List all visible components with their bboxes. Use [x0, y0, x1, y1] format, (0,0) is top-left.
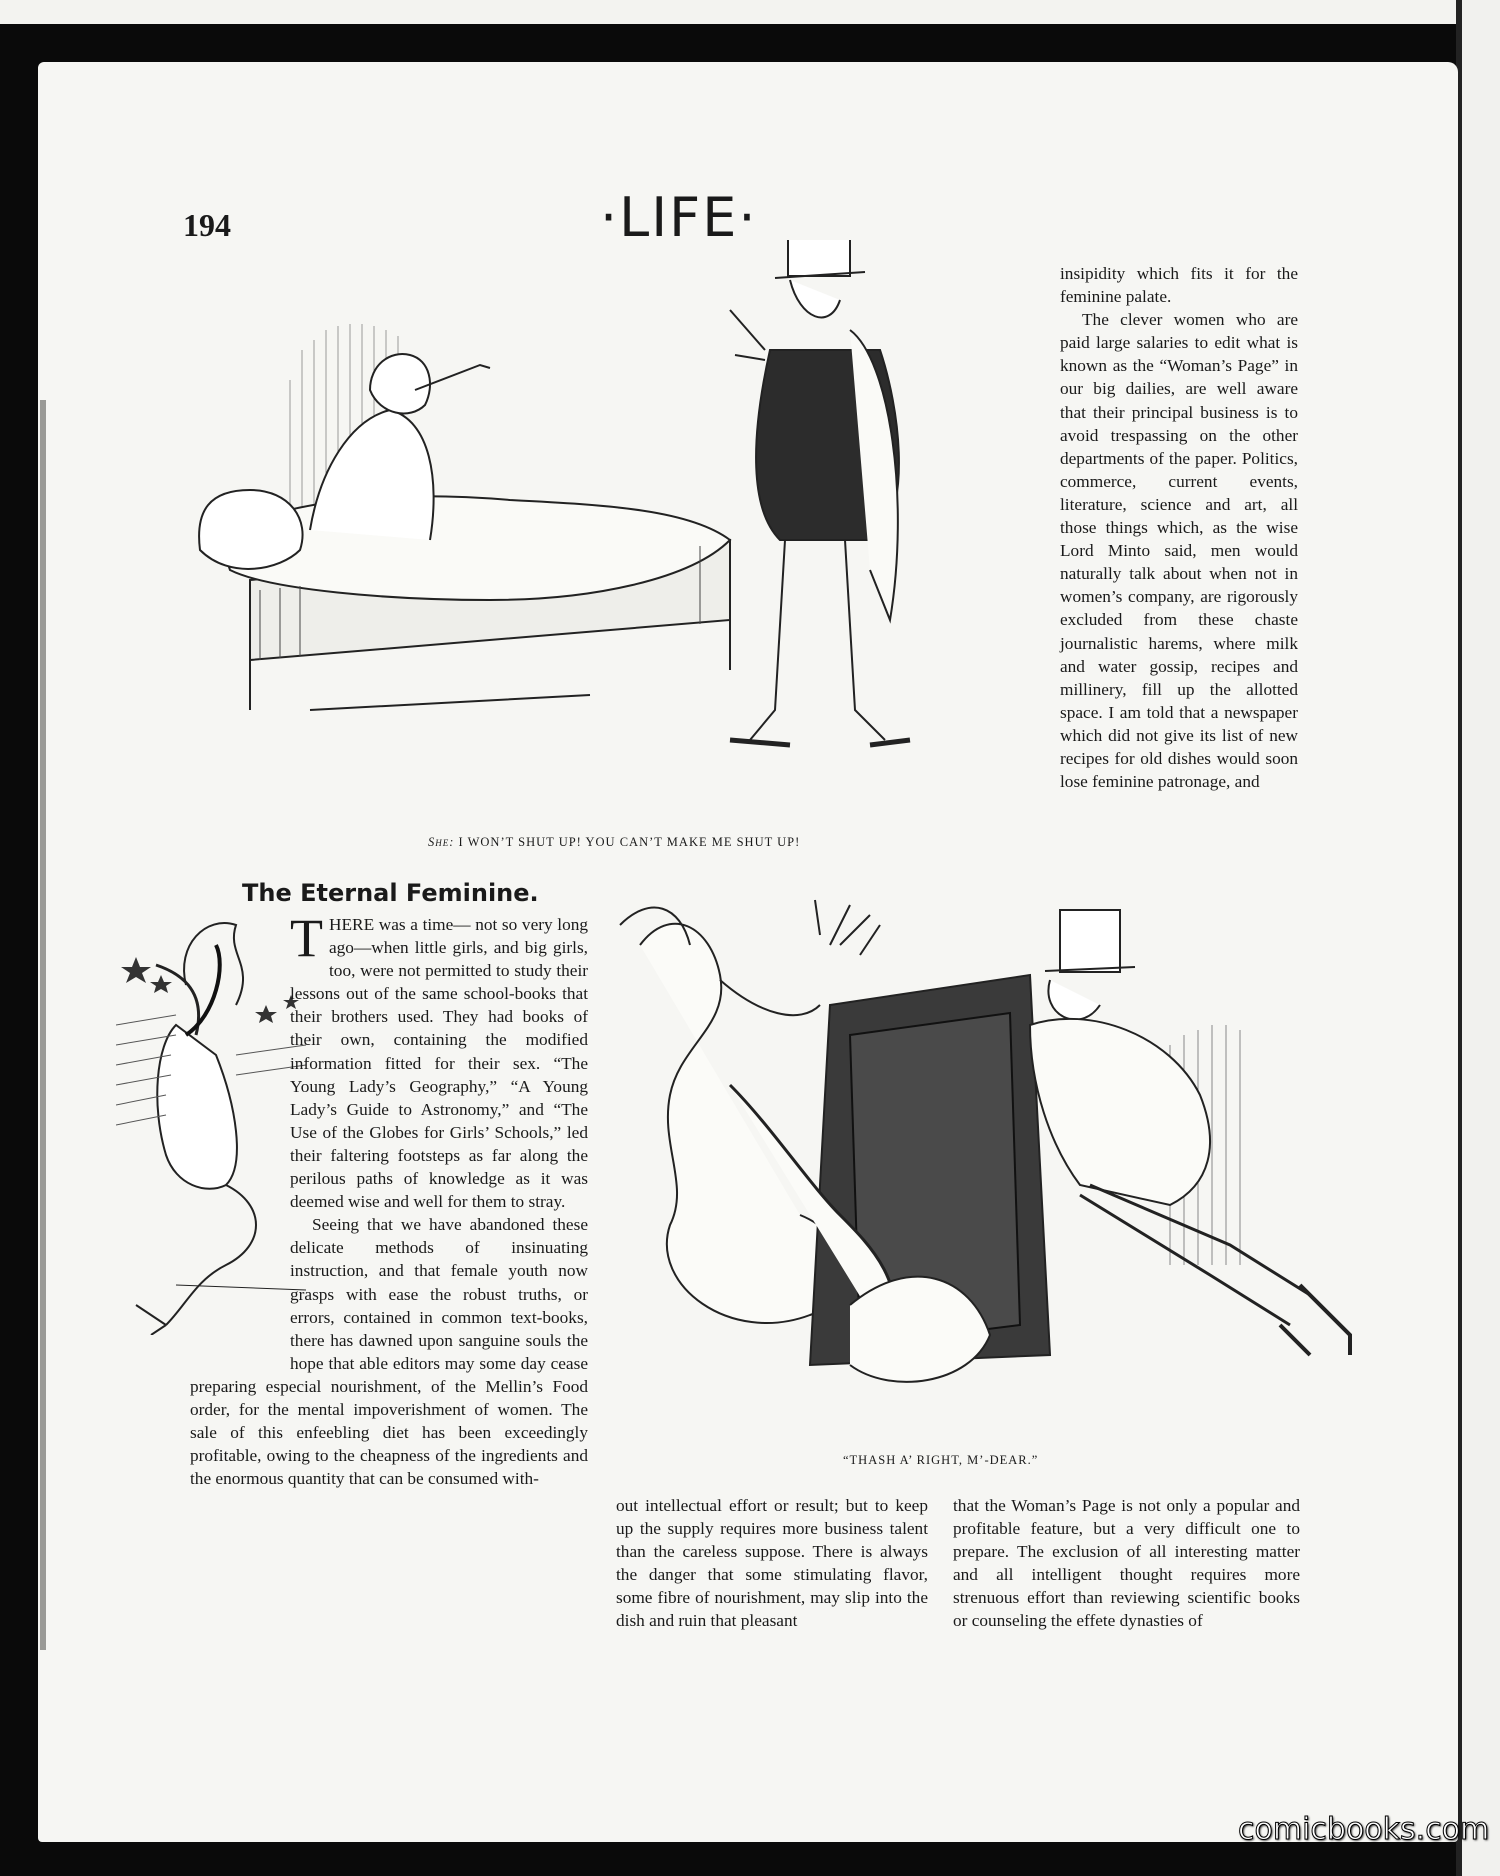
top-border-strip [0, 0, 1456, 24]
masthead-title: ·LIFE· [600, 186, 758, 249]
article-paragraph-2: Seeing that we have abandoned these delicate methods of insinuating instruction, and that female youth now grasps with ease the robust truths, or errors, contained in common text-books, there has dawned upon sanguine souls the hope that able editors may some day cease preparing especial nourishment, of the Mellin’s Food order, for the mental impoverishment of women. The sale of this enfeebling diet has been exceedingly profitable, owing to the cheapness of the ingredients and the enormous quantity that can be consumed with- [190, 1215, 588, 1489]
right-page-edge [1456, 0, 1500, 1876]
drop-cap: T [290, 908, 323, 968]
bottom-illustration-caption: “THASH A’ RIGHT, M’-DEAR.” [843, 1453, 1039, 1467]
article-headline: The Eternal Feminine. [242, 879, 539, 907]
article-column-third: that the Woman’s Page is not only a popular and profitable feature, but a very difficult one to prepare. The exclusion of all interesting matter and all intelligent thought requires more strenuous effort than reviewing scientific books or counseling the effete dynasties of [953, 1496, 1300, 1631]
book-spine-edge [40, 400, 46, 1650]
watermark: comicbooks.com [1238, 1812, 1490, 1847]
article-column-middle: out intellectual effort or result; but to keep up the supply requires more business talent than the careless suppose. There is always the danger that some stimulating flavor, some fibre of nourishment, may slip into the dish and ruin that pleasant [616, 1496, 928, 1631]
illustration-bed-scene [190, 240, 1070, 810]
top-illustration-caption [428, 835, 800, 850]
illustration-cabinet-scene [610, 885, 1380, 1405]
page-number: 194 [183, 207, 231, 243]
article-column-right [1060, 262, 1298, 793]
article-column-left [190, 908, 588, 1490]
caption-speaker: She: [428, 835, 455, 849]
caption-text: I WON’T SHUT UP! YOU CAN’T MAKE ME SHUT UP! [458, 835, 801, 849]
paragraph-1-text: HERE was a time— not so very long ago—when little girls, and big girls, too, were not permitted to study their lessons out of the same school-books that their brothers used. They had books of their own, containing the modified information fitted for their sex. “The Young Lady’s Geography,” “A Young Lady’s Guide to Astronomy,” and “The Use of the Globes for Girls’ Schools,” led their faltering footsteps as far along the perilous paths of knowledge as it was deemed wise and well for them to stray. [290, 915, 588, 1212]
right-column-paragraph: The clever women who are paid large salaries to edit what is known as the “Woman’s Page” in our big dailies, are well aware that their principal business is to avoid trespassing on the other departments of the paper. Politics, commerce, current events, literature, science and art, all those things which, as the wise Lord Minto said, men would naturally talk about when not in women’s company, are rigorously excluded from these chaste journalistic harems, where milk and water gossip, recipes and millinery, fill up the allotted space. I am told that a newspaper which did not give its list of new recipes for old dishes would soon lose feminine patronage, and [1060, 310, 1298, 792]
right-column-lead: insipidity which fits it for the feminine palate. [1060, 264, 1298, 307]
